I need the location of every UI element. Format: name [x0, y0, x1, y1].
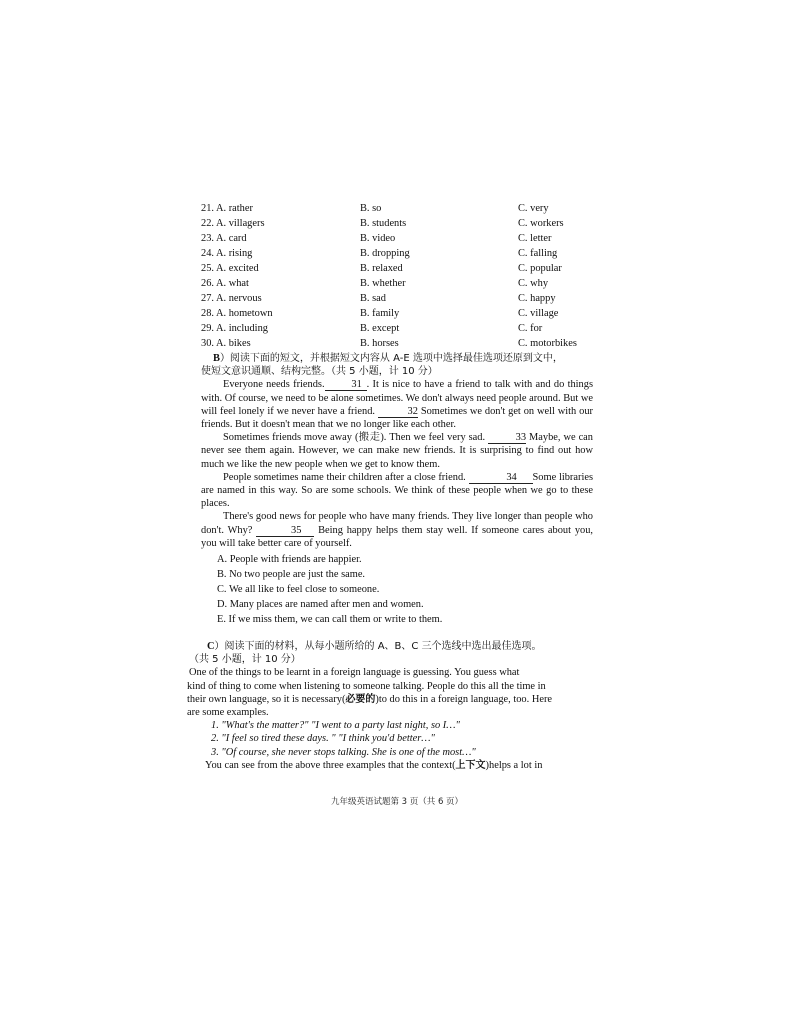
- option-b: B. video: [360, 233, 396, 244]
- blank-31: 31: [325, 379, 367, 391]
- option-c: C. falling: [518, 248, 558, 259]
- choice-item: D. Many places are named after men and women.: [217, 599, 424, 611]
- passage-text: People sometimes name their children after a close friend.: [223, 471, 466, 483]
- option-a: 24. A. rising: [201, 248, 253, 259]
- option-row: [201, 277, 601, 292]
- option-b: B. whether: [360, 278, 406, 289]
- choice-item: B. No two people are just the same.: [217, 569, 366, 581]
- option-b: B. so: [360, 203, 382, 214]
- option-c: C. village: [518, 308, 559, 319]
- passage-line: are some examples.: [187, 707, 269, 719]
- choice-item: E. If we miss them, we can call them or write to them.: [217, 614, 443, 626]
- section-b-heading: [201, 352, 593, 365]
- option-row: [201, 262, 601, 277]
- option-a: 29. A. including: [201, 323, 268, 334]
- passage-line: [205, 759, 597, 772]
- option-b: B. except: [360, 323, 400, 334]
- option-row: [201, 202, 601, 217]
- option-c: C. popular: [518, 263, 562, 274]
- option-row: [201, 232, 601, 247]
- option-c: C. very: [518, 203, 549, 214]
- section-c-heading-line2: （共 5 小题，计 10 分）: [189, 654, 301, 666]
- passage-text: their own language, so it is necessary(: [187, 693, 346, 705]
- passage-text: Sometimes we don't get on well with our friends. But it doesn't mean that we no longer like each other.: [201, 405, 593, 431]
- passage-line: [187, 693, 597, 706]
- section-b-mark: B: [213, 353, 220, 364]
- choice-list: [217, 552, 593, 627]
- choice-item: C. We all like to feel close to someone.: [217, 584, 380, 596]
- option-c: C. workers: [518, 218, 564, 229]
- section-b-heading-line1: ）阅读下面的短文，并根据短文内容从 A-E 选项中选择最佳选项还原到文中，: [219, 353, 563, 364]
- passage-text: You can see from the above three examples that the context(: [205, 759, 456, 771]
- passage-text: Sometimes friends move away (搬走). Then we feel very sad.: [223, 432, 486, 444]
- option-b: B. dropping: [360, 248, 410, 259]
- passage-line: One of the things to be learnt in a foreign language is guessing. You guess what: [189, 667, 520, 679]
- option-row: [201, 307, 601, 322]
- gloss-text: 上下文: [455, 759, 486, 771]
- option-a: 23. A. card: [201, 233, 247, 244]
- example-line: 1. "What's the matter?" "I went to a party last night, so I…": [211, 720, 460, 732]
- passage-text: )helps a lot in: [485, 759, 543, 771]
- option-a: 26. A. what: [201, 278, 249, 289]
- gloss-text: 必要的: [345, 693, 376, 705]
- passage-paragraph: [201, 431, 593, 471]
- passage-text: . It is nice to have a friend to talk with and do things with. Of course, we need to be alone sometimes. We don't always need people around. But we will feel lonely if we never have a friend.: [201, 379, 593, 417]
- page-footer: 九年级英语试题第 3 页（共 6 页）: [330, 797, 464, 807]
- section-b-heading-line2: 使短文意识通顺、结构完整。（共 5 小题，计 10 分）: [201, 366, 438, 378]
- passage-text: Some libraries are named in this way. So are some schools. We think of these people when we go to these places.: [201, 471, 593, 510]
- passage-text: Everyone needs friends.: [223, 379, 325, 391]
- option-b: B. students: [360, 218, 407, 229]
- option-b: B. relaxed: [360, 263, 403, 274]
- passage-line: kind of thing to come when listening to someone talking. People do this all the time in: [187, 680, 546, 692]
- section-c-heading-line1: ）阅读下面的材料，从每小题所给的 A、B、C 三个选线中选出最佳选项。: [214, 641, 542, 652]
- blank-34: 34: [469, 472, 533, 484]
- option-c: C. letter: [518, 233, 552, 244]
- option-b: B. sad: [360, 293, 386, 304]
- option-b: B. horses: [360, 338, 399, 349]
- option-c: C. happy: [518, 293, 556, 304]
- option-row: [201, 247, 601, 262]
- option-row: [201, 322, 601, 337]
- option-row: [201, 292, 601, 307]
- option-a: 21. A. rather: [201, 203, 253, 214]
- option-a: 30. A. bikes: [201, 338, 251, 349]
- section-c: [187, 640, 597, 772]
- option-b: B. family: [360, 308, 400, 319]
- passage-paragraph: [201, 378, 593, 431]
- passage-text: Maybe, we can never see them again. However, we can make new friends. It is surprising to find out how much we like the new people when we get to know them.: [201, 432, 593, 470]
- option-a: 25. A. excited: [201, 263, 259, 274]
- section-c-mark: C: [207, 641, 215, 652]
- option-c: C. why: [518, 278, 549, 289]
- option-a: 27. A. nervous: [201, 293, 262, 304]
- choice-item: A. People with friends are happier.: [217, 554, 362, 566]
- option-c: C. for: [518, 323, 543, 334]
- blank-35: 35: [256, 525, 314, 537]
- option-row: [201, 337, 601, 352]
- passage-text: Being happy helps them stay well. If someone cares about you, you will take better care of yourself.: [201, 524, 593, 549]
- passage-text: )to do this in a foreign language, too. Here: [375, 693, 553, 705]
- passage-paragraph: [201, 471, 593, 511]
- blank-32: 32: [378, 406, 418, 418]
- option-list: [201, 202, 601, 352]
- option-a: 28. A. hometown: [201, 308, 273, 319]
- section-c-heading: [207, 640, 597, 653]
- passage-paragraph: [201, 510, 593, 550]
- passage-text: There's good news for people who have many friends. They live longer than people who don't. Why?: [201, 511, 593, 536]
- example-line: 2. "I feel so tired these days. " "I think you'd better…": [211, 733, 435, 745]
- example-line: 3. "Of course, she never stops talking. She is one of the most…": [211, 746, 476, 758]
- option-c: C. motorbikes: [518, 338, 577, 349]
- blank-33: 33: [488, 432, 526, 444]
- section-b: [201, 352, 593, 627]
- option-a: 22. A. villagers: [201, 218, 265, 229]
- option-row: [201, 217, 601, 232]
